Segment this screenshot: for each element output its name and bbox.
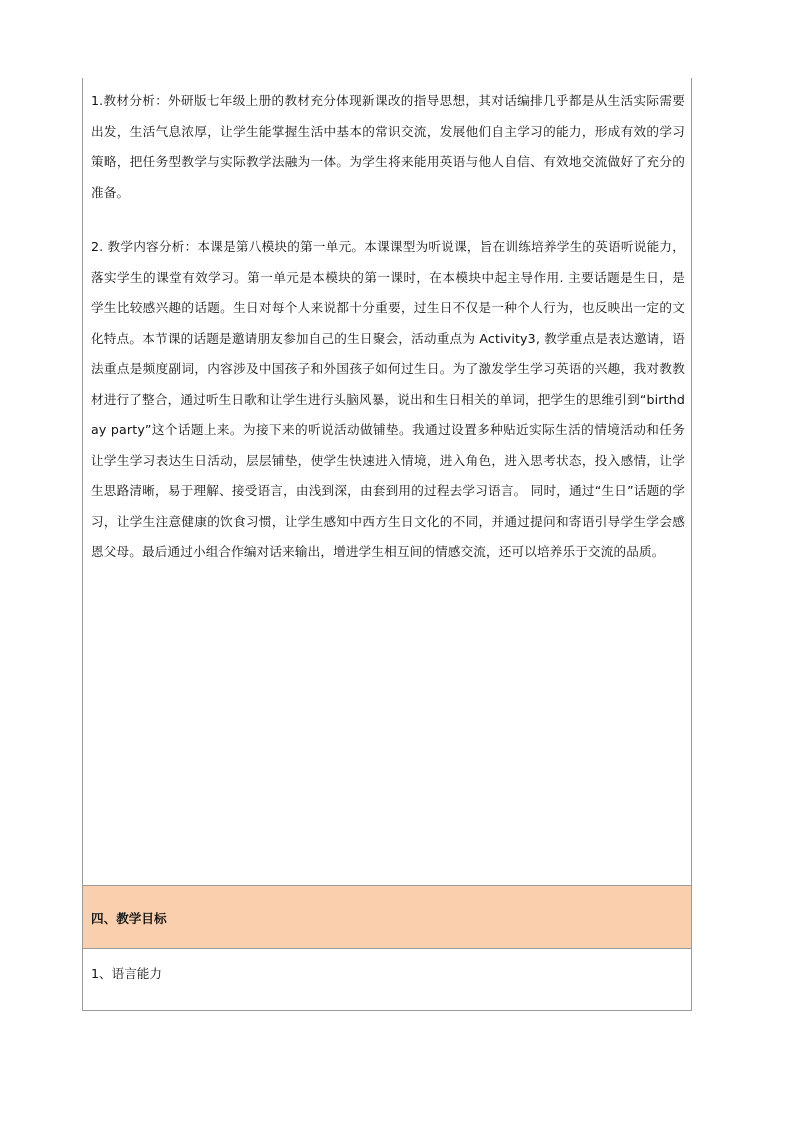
language-ability-row [83,949,691,1011]
section-heading: 四、教学目标 [91,910,167,926]
textbook-analysis-paragraph: 1.教材分析：外研版七年级上册的教材充分体现新课改的指导思想，其对话编排几乎都是从生活实际需要出发，生活气息浓厚，让学生能掌握生活中基本的常识交流，发展他们自主学习的能力，形成有效的学习策略，把任务型教学与实际教学法融为一体。为学生将来能用英语与他人自信、有效地交流做好了充分的准备。 [91,93,685,200]
subsection-label: 1、语言能力 [91,966,162,981]
lesson-plan-table [82,78,692,1011]
analysis-cell [83,78,691,886]
content-analysis-paragraph: 2. 教学内容分析：本课是第八模块的第一单元。本课课型为听说课，旨在训练培养学生的英语听说能力，落实学生的课堂有效学习。第一单元是本模块的第一课时，在本模块中起主导作用. 主要话题是生日，是学生比较感兴趣的话题。生日对每个人来说都十分重要，过生日不仅是一种个人行为，也反映出一定的文化特点。本节课的话题是邀请朋友参加自己的生日聚会，活动重点为 Activity3, 教学重点是表达邀请，语法重点是频度副词，内容涉及中国孩子和外国孩子如何过生日。为了激发学生学习英语的兴趣，我对教教材进行了整合，通过听生日歌和让学生进行头脑风暴，说出和生日相关的单词，把学生的思维引到“birthday party”这个话题上来。为接下来的听说活动做铺垫。我通过设置多种贴近实际生活的情境活动和任务让学生学习表达生日活动，层层铺垫，使学生快速进入情境，进入角色，进入思考状态，投入感情，让学生思路清晰，易于理解、接受语言，由浅到深，由套到用的过程去学习语言。 同时，通过“生日”话题的学习，让学生注意健康的饮食习惯，让学生感知中西方生日文化的不同，并通过提问和寄语引导学生学会感恩父母。最后通过小组合作编对话来输出，增进学生相互间的情感交流，还可以培养乐于交流的品质。 [91,239,685,559]
teaching-objectives-heading-row [83,886,691,949]
